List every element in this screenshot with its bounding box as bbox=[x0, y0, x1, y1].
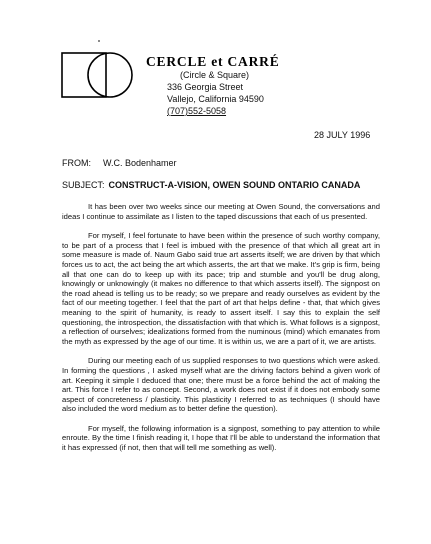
letter-body bbox=[62, 202, 380, 463]
circle-square-logo-icon bbox=[58, 50, 138, 100]
org-street: 336 Georgia Street bbox=[167, 82, 244, 92]
body-paragraph: It has been over two weeks since our meeting at Owen Sound, the conversations and ideas I continue to assimilate as I listen to the taped discussions that each of us presented. bbox=[62, 202, 380, 221]
subject-label: SUBJECT: bbox=[62, 180, 105, 190]
subject-line bbox=[62, 180, 360, 190]
body-paragraph: During our meeting each of us supplied responses to two questions which were asked. In forming the questions , I asked myself what are the driving factors behind a given work of art. Keeping it simple I deduced that one; there must be a force behind the act of making the art. This force I refer to as concept. Second, a work does not exist if it does not embody some aspect of concreteness / plasticity. This plasticity I referred to as techniques (I should have also included the word medium as to better define the question). bbox=[62, 356, 380, 414]
letter-date: 28 JULY 1996 bbox=[314, 130, 371, 140]
body-paragraph: For myself, I feel fortunate to have been within the presence of such worthy company, to be part of a process that I feel is imbued with the presence of that which all great art in some measure is made of. Naum Gabo said true art asserts itself; we are driven by that which forces us to act, the act being the art which asserts, the art that we make. It's grip is firm, being all that one can do to keep up with its pace; trip and stumble and you'll be drug along, knowingly or unknowingly (it makes no difference to that which asserts itself). The signpost on the road ahead is telling us to be ready; so we prepare and ready ourselves as evident by the fact of our meeting together. I feel that the part of art that helps define - that, that which gives meaning to the spirit of humanity, is ready to assert itself. I say this to explain the self questioning, the introspection, the dissatisfaction with that which is. What follows is a signpost, a reflection of ourselves; idealizations formed from the numinous (mind) which emanates from the myth as expressed by the age of our time. It is within us, we are a part of it, we are artists. bbox=[62, 231, 380, 346]
speck-mark bbox=[98, 40, 100, 42]
from-label: FROM: bbox=[62, 158, 91, 168]
org-subtitle: (Circle & Square) bbox=[180, 70, 250, 80]
from-value: W.C. Bodenhamer bbox=[103, 158, 177, 168]
body-paragraph: For myself, the following information is a signpost, something to pay attention to while enroute. By the time I finish reading it, I hope that I'll be able to understand the information that it has expressed (if not, then that will tell me something as well). bbox=[62, 423, 380, 453]
subject-value: CONSTRUCT-A-VISION, OWEN SOUND ONTARIO CANADA bbox=[108, 180, 361, 190]
from-line bbox=[62, 158, 177, 168]
org-city: Vallejo, California 94590 bbox=[167, 94, 264, 104]
org-name: CERCLE et CARRÉ bbox=[146, 54, 280, 69]
org-phone: (707)552-5058 bbox=[167, 106, 227, 116]
